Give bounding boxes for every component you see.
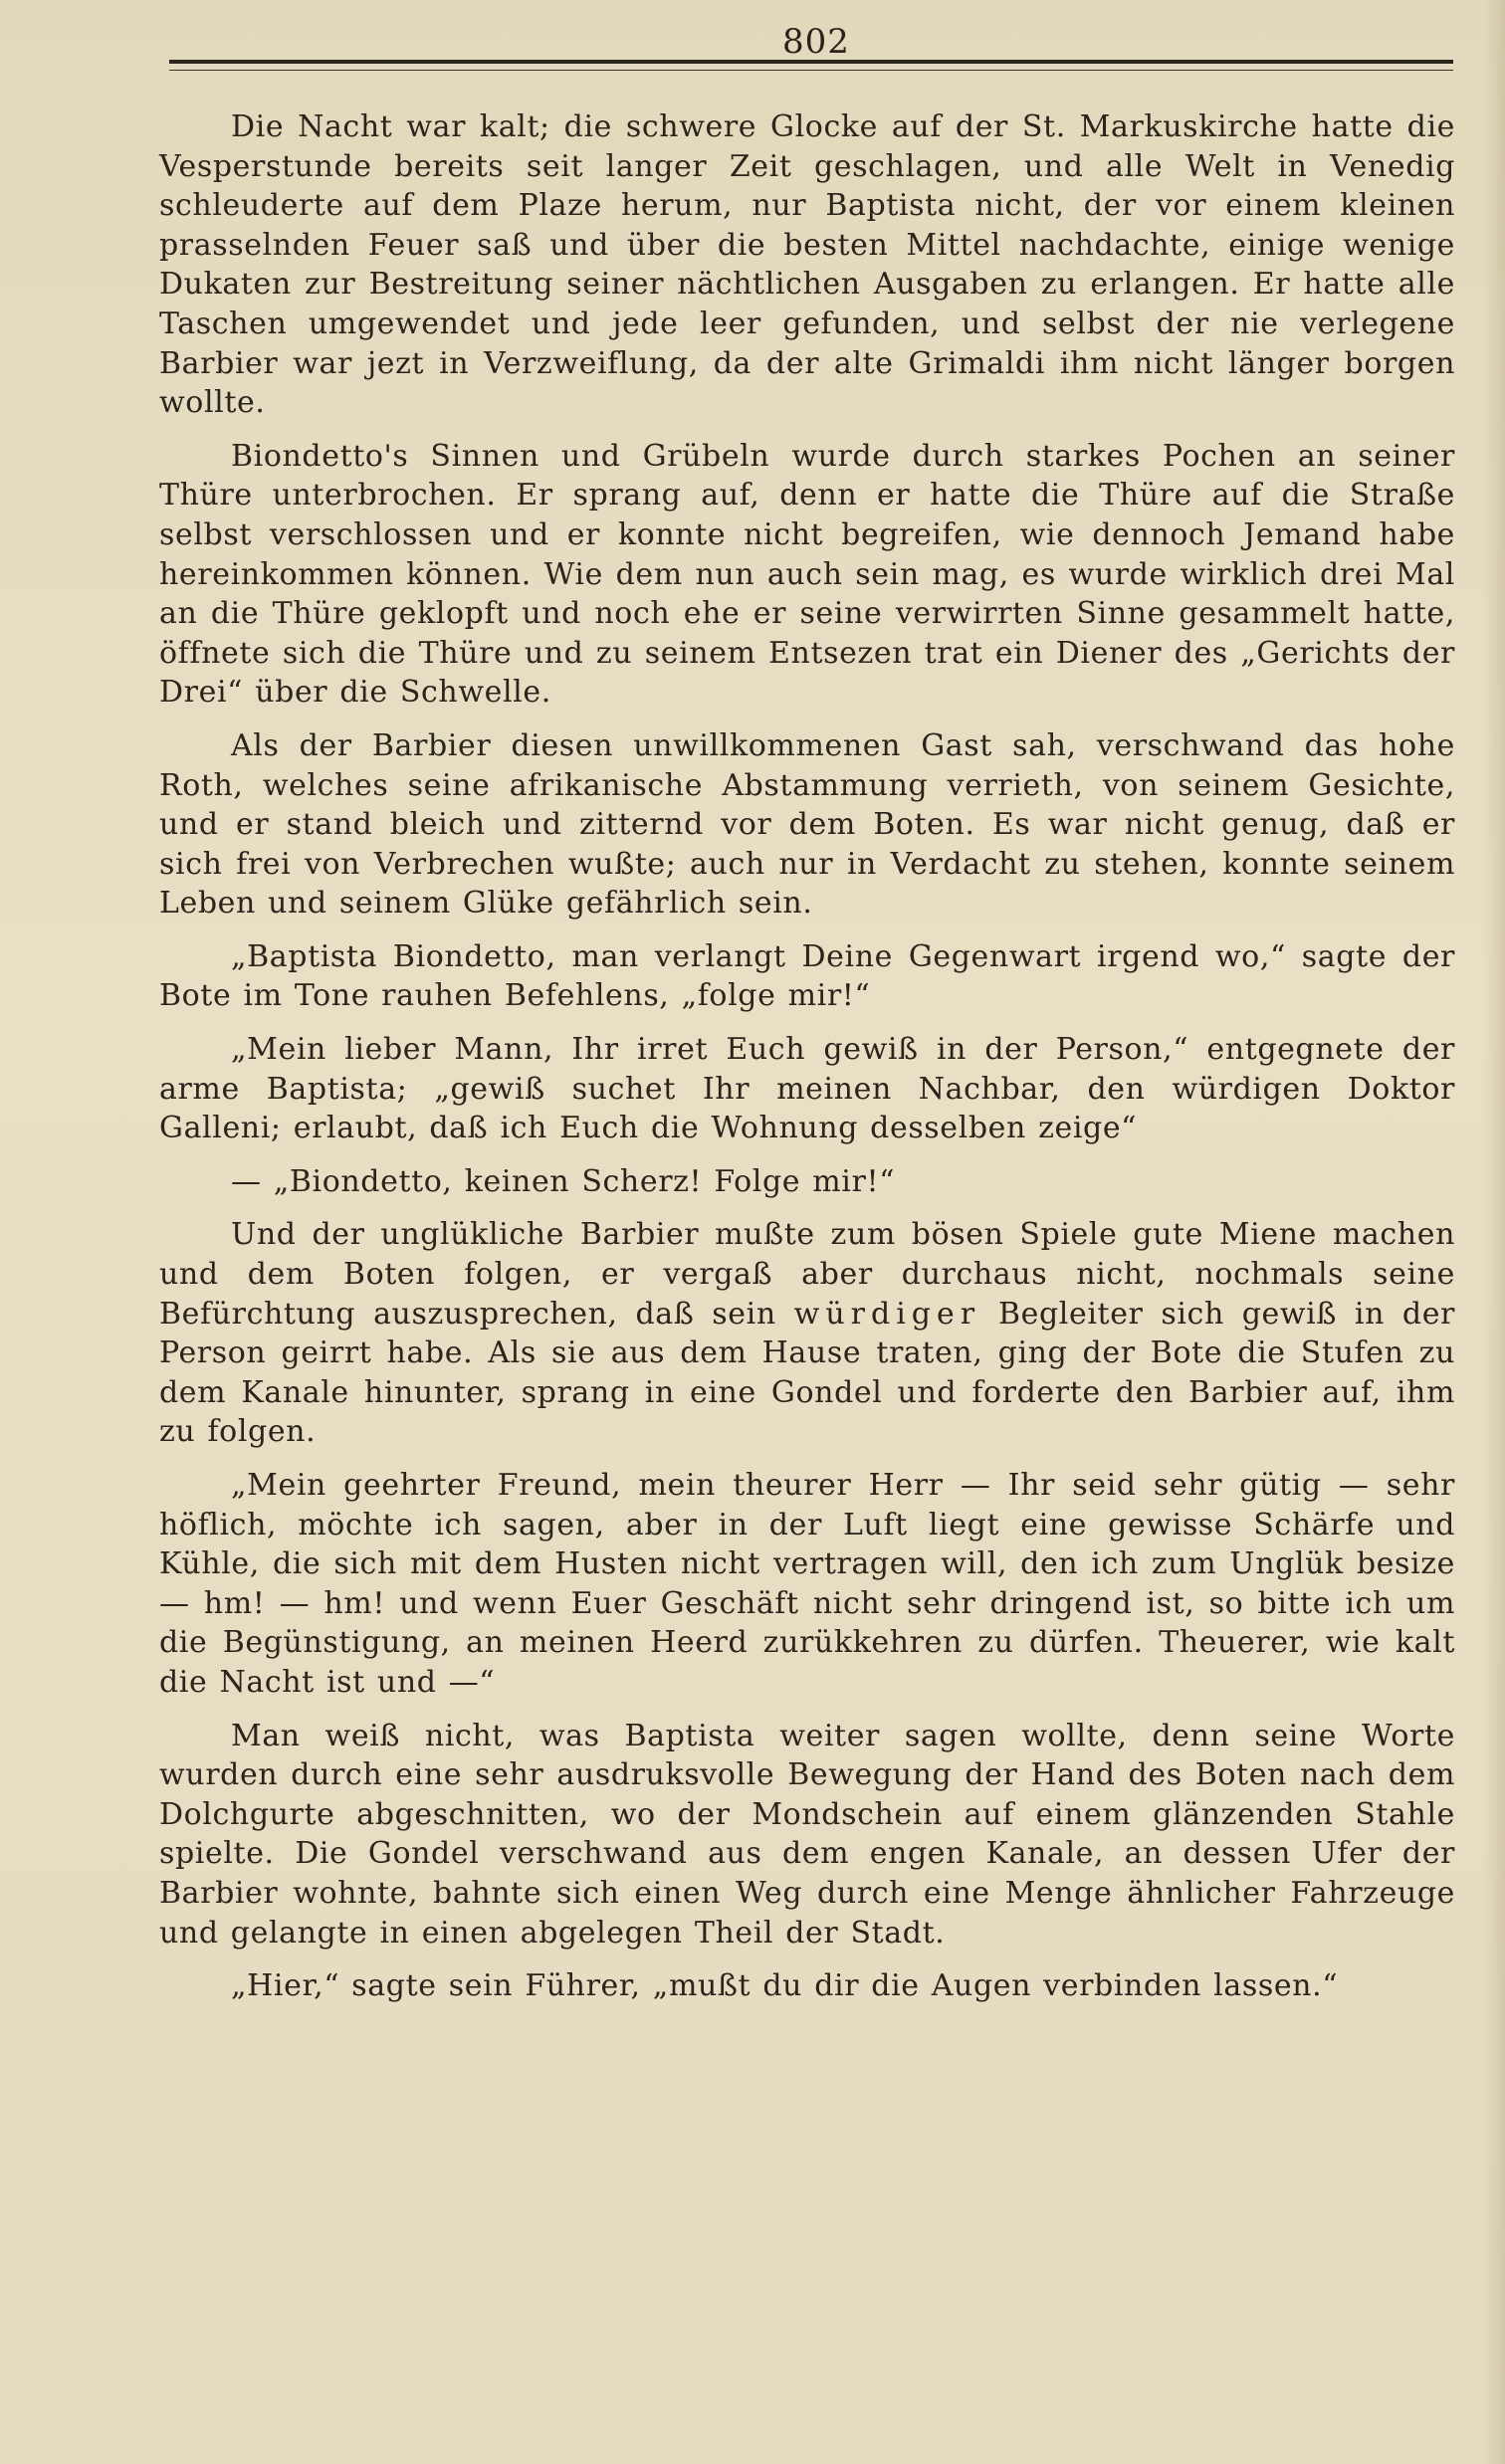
paragraph-2: Biondetto's Sinnen und Grübeln wurde durch starkes Pochen an seiner Thüre unterbrochen. Er sprang auf, denn er hatte die Thüre auf die Straße selbst verschlossen und er konnte nicht begreifen, wie dennoch Jemand habe hereinkommen können. Wie dem nun auch sein mag, es wurde wirklich drei Mal an die Thüre geklopft und noch ehe er seine verwirrten Sinne gesammelt hatte, öffnete sich die Thüre und zu seinem Entsezen trat ein Diener des „Gerichts der Drei“ über die Schwelle. — [159, 438, 1455, 711]
paragraph-7 — [159, 1215, 1455, 1452]
paragraph-9: Man weiß nicht, was Baptista weiter sagen wollte, denn seine Worte wurden durch eine sehr ausdruksvolle Bewegung der Hand des Boten nach dem Dolchgurte abgeschnitten, wo der Mondschein auf einem glänzenden Stahle spielte. Die Gondel verschwand aus dem engen Kanale, an dessen Ufer der Barbier wohnte, bahnte sich einen Weg durch eine Menge ähnlicher Fahrzeuge und gelangte in einen abgelegen Theil der Stadt. — [159, 1718, 1455, 1951]
paragraph-1: Die Nacht war kalt; die schwere Glocke auf der St. Markuskirche hatte die Vesperstunde bereits seit langer Zeit geschlagen, und alle Welt in Venedig schleuderte auf dem Plaze herum, nur Baptista nicht, der vor einem kleinen prasselnden Feuer saß und über die besten Mittel nachdachte, einige wenige Dukaten zur Bestreitung seiner nächtlichen Ausgaben zu erlangen. Er hatte alle Taschen umgewendet und jede leer gefunden, und selbst der nie verlegene Barbier war jezt in Verzweiflung, da der alte Grimaldi ihm nicht länger borgen wollte. — [159, 109, 1455, 421]
header-rule — [169, 60, 1453, 64]
header-rule-thin — [169, 70, 1453, 71]
paragraph-6: — „Biondetto, keinen Scherz! Folge mir!“ — [231, 1163, 896, 1199]
paragraph-10: „Hier,“ sagte sein Führer, „mußt du dir die Augen verbinden lassen.“ — [231, 1968, 1339, 2004]
paragraph-7-start: Und der unglükliche Barbier mußte zum bösen Spiele gute Miene machen und dem Boten folgen, er vergaß aber durchaus nicht, nochmals seine Befürchtung auszusprechen, daß sein — [159, 1217, 1455, 1332]
paragraph-4: „Baptista Biondetto, man verlangt Deine Gegenwart irgend wo,“ sagte der Bote im Tone rauhen Befehlens, „folge mir!“ — [159, 938, 1455, 1014]
paragraph-3: Als der Barbier diesen unwillkommenen Gast sah, verschwand das hohe Roth, welches seine afrikanische Abstammung verrieth, von seinem Gesichte, und er stand bleich und zitternd vor dem Boten. Es war nicht genug, daß er sich frei von Verbrechen wußte; auch nur in Verdacht zu stehen, konnte seinem Leben und seinem Glüke gefährlich sein. — [159, 727, 1455, 922]
paragraph-5: „Mein lieber Mann, Ihr irret Euch gewiß in der Person,“ entgegnete der arme Baptista; „gewiß suchet Ihr meinen Nachbar, den würdigen Doktor Galleni; erlaubt, daß ich Euch die Wohnung desselben zeige“ — [159, 1032, 1455, 1146]
emphasized-word: würdiger — [793, 1296, 981, 1332]
paragraph-7-end: Begleiter sich gewiß in der Person geirrt habe. Als sie aus dem Hause traten, ging der Bote die Stufen zu dem Kanale hinunter, sprang in eine Gondel und forderte den Barbier auf, ihm zu folgen. — [159, 1296, 1455, 1450]
paragraph-8: „Mein geehrter Freund, mein theurer Herr — Ihr seid sehr gütig — sehr höflich, möchte ich sagen, aber in der Luft liegt eine gewisse Schärfe und Kühle, die sich mit dem Husten nicht vertragen will, den ich zum Unglük besize — hm! — hm! und wenn Euer Geschäft nicht sehr dringend ist, so bitte ich um die Begünstigung, an meinen Heerd zurükkehren zu dürfen. Theuerer, wie kalt die Nacht ist und —“ — [159, 1468, 1455, 1700]
page-number: 802 — [782, 22, 850, 62]
body-text — [159, 107, 1455, 2006]
